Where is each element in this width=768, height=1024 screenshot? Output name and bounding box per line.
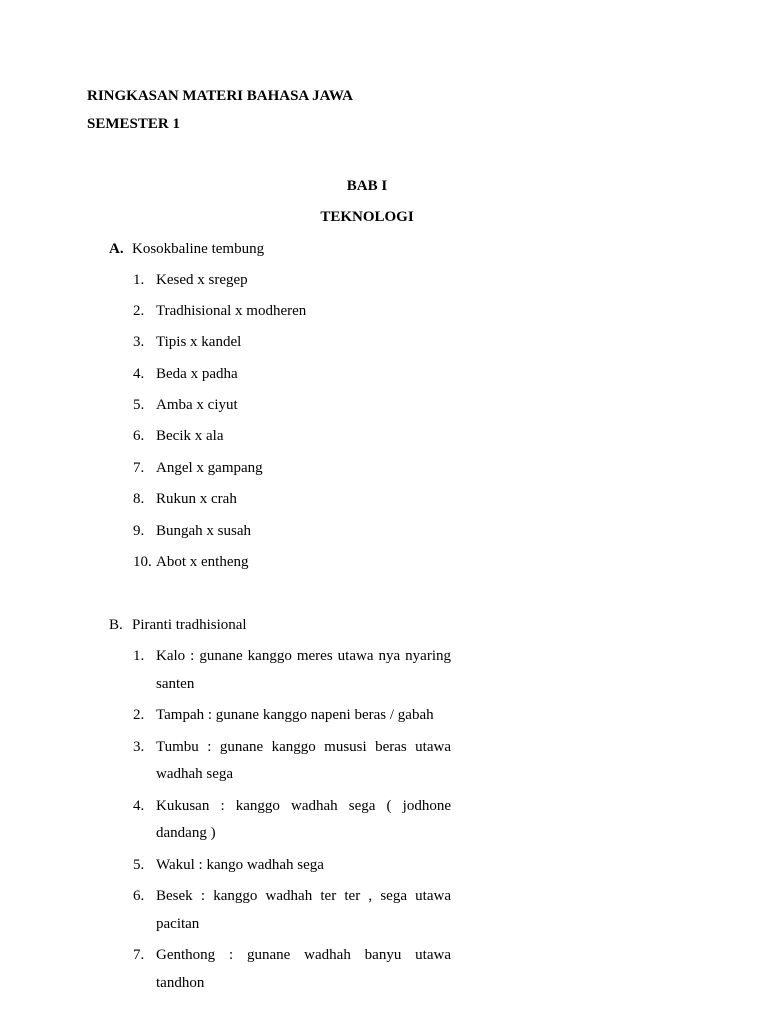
list-item-number: 3. (133, 334, 145, 350)
list-item: Besek : kanggo wadhah ter ter , sega utawa (156, 888, 451, 904)
list-item-number: 2. (133, 303, 145, 319)
list-item-number: 2. (133, 707, 145, 723)
list-item-number: 6. (133, 888, 145, 904)
list-item-number: 7. (133, 460, 145, 476)
list-item-continuation: wadhah sega (156, 766, 234, 782)
list-item-number: 9. (133, 523, 145, 539)
list-item: Rukun x crah (156, 491, 237, 507)
list-item-number: 7. (133, 947, 145, 963)
list-item: Kalo : gunane kanggo meres utawa nya nyaring (156, 648, 451, 664)
document-title: RINGKASAN MATERI BAHASA JAWA (87, 88, 354, 104)
list-item-number: 4. (133, 366, 145, 382)
list-item-continuation: tandhon (156, 975, 205, 991)
list-item-continuation: santen (156, 676, 195, 692)
list-item: Kukusan : kanggo wadhah sega ( jodhone (156, 798, 451, 814)
list-item-number: 5. (133, 857, 145, 873)
list-item: Abot x entheng (156, 554, 249, 570)
list-item-number: 5. (133, 397, 145, 413)
section-b-marker: B. (109, 617, 123, 633)
section-a-title: Kosokbaline tembung (132, 241, 265, 257)
list-item: Bungah x susah (156, 523, 251, 539)
list-item: Tampah : gunane kanggo napeni beras / gabah (156, 707, 434, 723)
list-item-number: 1. (133, 272, 145, 288)
list-item: Beda x padha (156, 366, 238, 382)
section-b-title: Piranti tradhisional (132, 617, 247, 633)
list-item-number: 1. (133, 648, 145, 664)
list-item: Amba x ciyut (156, 397, 238, 413)
list-item-continuation: dandang ) (156, 825, 216, 841)
list-item-number: 8. (133, 491, 145, 507)
chapter-number: BAB I (346, 178, 388, 194)
list-item: Tradhisional x modheren (156, 303, 307, 319)
list-item-number: 3. (133, 739, 145, 755)
list-item: Genthong : gunane wadhah banyu utawa (156, 947, 451, 963)
list-item-continuation: pacitan (156, 916, 200, 932)
list-item-number: 4. (133, 798, 145, 814)
list-item: Becik x ala (156, 428, 224, 444)
chapter-title: TEKNOLOGI (320, 209, 414, 225)
semester-label: SEMESTER 1 (87, 116, 180, 132)
list-item: Wakul : kango wadhah sega (156, 857, 324, 873)
list-item: Tipis x kandel (156, 334, 242, 350)
section-a-marker: A. (109, 241, 124, 257)
list-item: Angel x gampang (156, 460, 263, 476)
list-item-number: 10. (133, 554, 152, 570)
list-item: Kesed x sregep (156, 272, 248, 288)
list-item: Tumbu : gunane kanggo mususi beras utawa (156, 739, 451, 755)
list-item-number: 6. (133, 428, 145, 444)
